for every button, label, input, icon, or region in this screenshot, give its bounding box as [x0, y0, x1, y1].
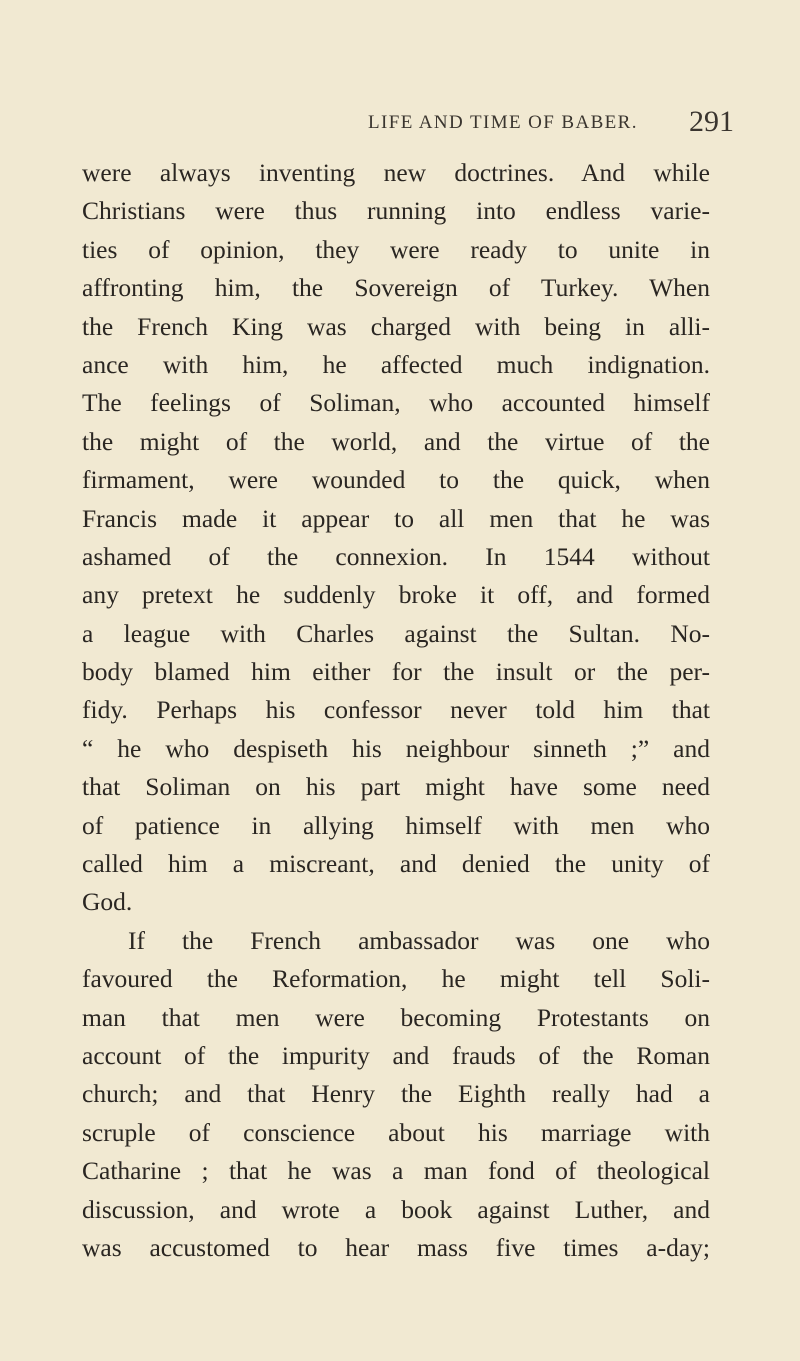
text-line: God. — [82, 887, 133, 917]
text-line: ties of opinion, they were ready to unite in — [82, 234, 710, 264]
text-line: a league with Charles against the Sultan. No- — [82, 618, 710, 648]
text-line: body blamed him either for the insult or the per- — [82, 657, 710, 687]
body-text — [82, 154, 710, 1267]
text-line: affronting him, the Sovereign of Turkey. When — [82, 273, 710, 303]
text-line: account of the impurity and frauds of the Roman — [82, 1040, 710, 1070]
text-line: of patience in allying himself with men who — [82, 810, 710, 840]
text-line: “ he who despiseth his neighbour sinneth ;” and — [82, 733, 710, 763]
text-line: ashamed of the connexion. In 1544 without — [82, 541, 710, 571]
text-line: favoured the Reformation, he might tell Soli- — [82, 964, 710, 994]
paragraph-start-line: If the French ambassador was one who — [128, 925, 710, 955]
text-line: the French King was charged with being in alli- — [82, 311, 710, 341]
text-line: Christians were thus running into endless varie- — [82, 196, 710, 226]
text-line: man that men were becoming Protestants on — [82, 1002, 710, 1032]
text-line: called him a miscreant, and denied the unity of — [82, 849, 710, 879]
text-line: church; and that Henry the Eighth really had a — [82, 1079, 710, 1109]
text-line: the might of the world, and the virtue of the — [82, 426, 710, 456]
text-line: were always inventing new doctrines. And while — [82, 158, 710, 187]
running-title: LIFE AND TIME OF BABER. — [368, 112, 638, 133]
text-line: Catharine ; that he was a man fond of theological — [82, 1156, 710, 1186]
running-head — [0, 105, 800, 138]
text-line: Francis made it appear to all men that he was — [82, 503, 710, 533]
text-line: firmament, were wounded to the quick, when — [82, 465, 710, 495]
text-line: discussion, and wrote a book against Luther, and — [82, 1194, 710, 1224]
text-line: that Soliman on his part might have some need — [82, 772, 710, 802]
text-line: The feelings of Soliman, who accounted himself — [82, 388, 710, 418]
text-line: fidy. Perhaps his confessor never told him that — [82, 695, 710, 725]
text-line: was accustomed to hear mass five times a-day; — [82, 1232, 710, 1262]
page-number: 291 — [689, 105, 734, 138]
text-line: ance with him, he affected much indignation. — [82, 349, 710, 379]
text-line: scruple of conscience about his marriage with — [82, 1117, 710, 1147]
text-line: any pretext he suddenly broke it off, and formed — [82, 580, 710, 610]
